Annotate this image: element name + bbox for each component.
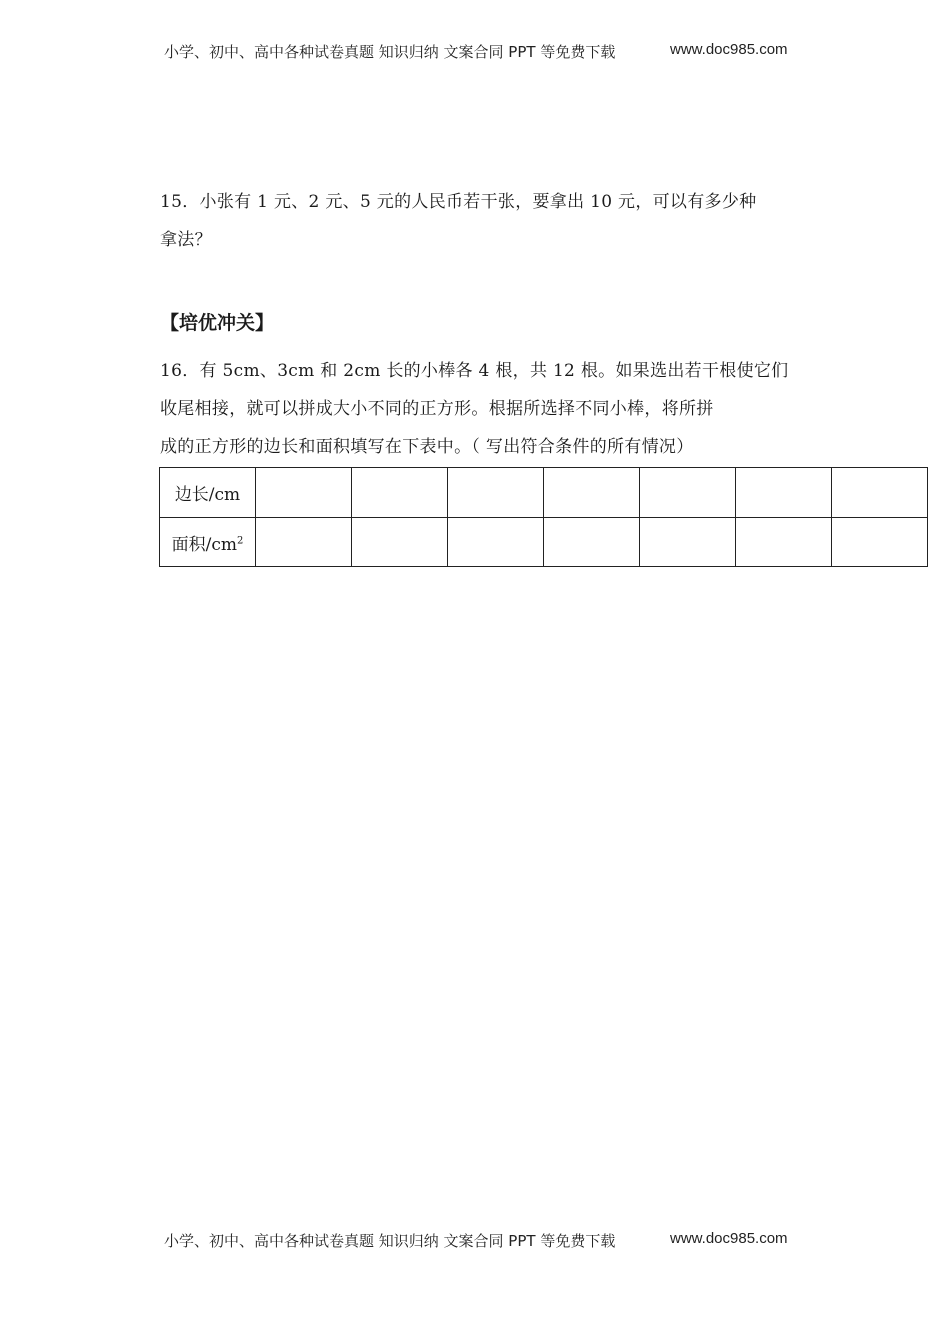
question-15-line-1: 15．小张有 1 元、2 元、5 元的人民币若干张，要拿出 10 元，可以有多少种: [160, 192, 757, 212]
header-site-link[interactable]: www.doc985.com: [670, 41, 788, 58]
side-length-cell[interactable]: [352, 468, 448, 518]
area-cell[interactable]: [832, 518, 928, 567]
answer-table: [159, 467, 928, 567]
area-label: [160, 518, 256, 567]
side-length-cell[interactable]: [544, 468, 640, 518]
side-length-cell[interactable]: [736, 468, 832, 518]
side-length-cell[interactable]: [640, 468, 736, 518]
side-length-cell[interactable]: [256, 468, 352, 518]
question-15-line-2: 拿法？: [160, 230, 212, 250]
page-footer: [164, 1230, 788, 1251]
table-row-area: [160, 518, 928, 567]
area-label-text: 面积/cm: [171, 534, 237, 555]
question-16: [160, 352, 800, 466]
area-cell[interactable]: [544, 518, 640, 567]
side-length-label: 边长/cm: [160, 468, 256, 518]
area-cell[interactable]: [256, 518, 352, 567]
question-16-line-1: 16．有 5cm、3cm 和 2cm 长的小棒各 4 根，共 12 根。如果选出若干根使它们: [160, 361, 789, 381]
question-15: [160, 183, 800, 259]
area-cell[interactable]: [640, 518, 736, 567]
footer-text: 小学、初中、高中各种试卷真题 知识归纳 文案合同 PPT 等免费下载: [164, 1232, 616, 1250]
header-text: 小学、初中、高中各种试卷真题 知识归纳 文案合同 PPT 等免费下载: [164, 43, 616, 61]
question-16-line-2: 收尾相接，就可以拼成大小不同的正方形。根据所选择不同小棒，将所拼: [160, 399, 714, 419]
question-16-line-3: 成的正方形的边长和面积填写在下表中。（ 写出符合条件的所有情况）: [160, 437, 694, 457]
area-label-superscript: 2: [237, 534, 244, 546]
side-length-cell[interactable]: [832, 468, 928, 518]
section-title: 【培优冲关】: [160, 312, 275, 334]
page-header: [164, 41, 788, 62]
table-row-side-length: [160, 468, 928, 518]
area-cell[interactable]: [448, 518, 544, 567]
area-cell[interactable]: [352, 518, 448, 567]
area-cell[interactable]: [736, 518, 832, 567]
side-length-cell[interactable]: [448, 468, 544, 518]
footer-site-link[interactable]: www.doc985.com: [670, 1230, 788, 1247]
